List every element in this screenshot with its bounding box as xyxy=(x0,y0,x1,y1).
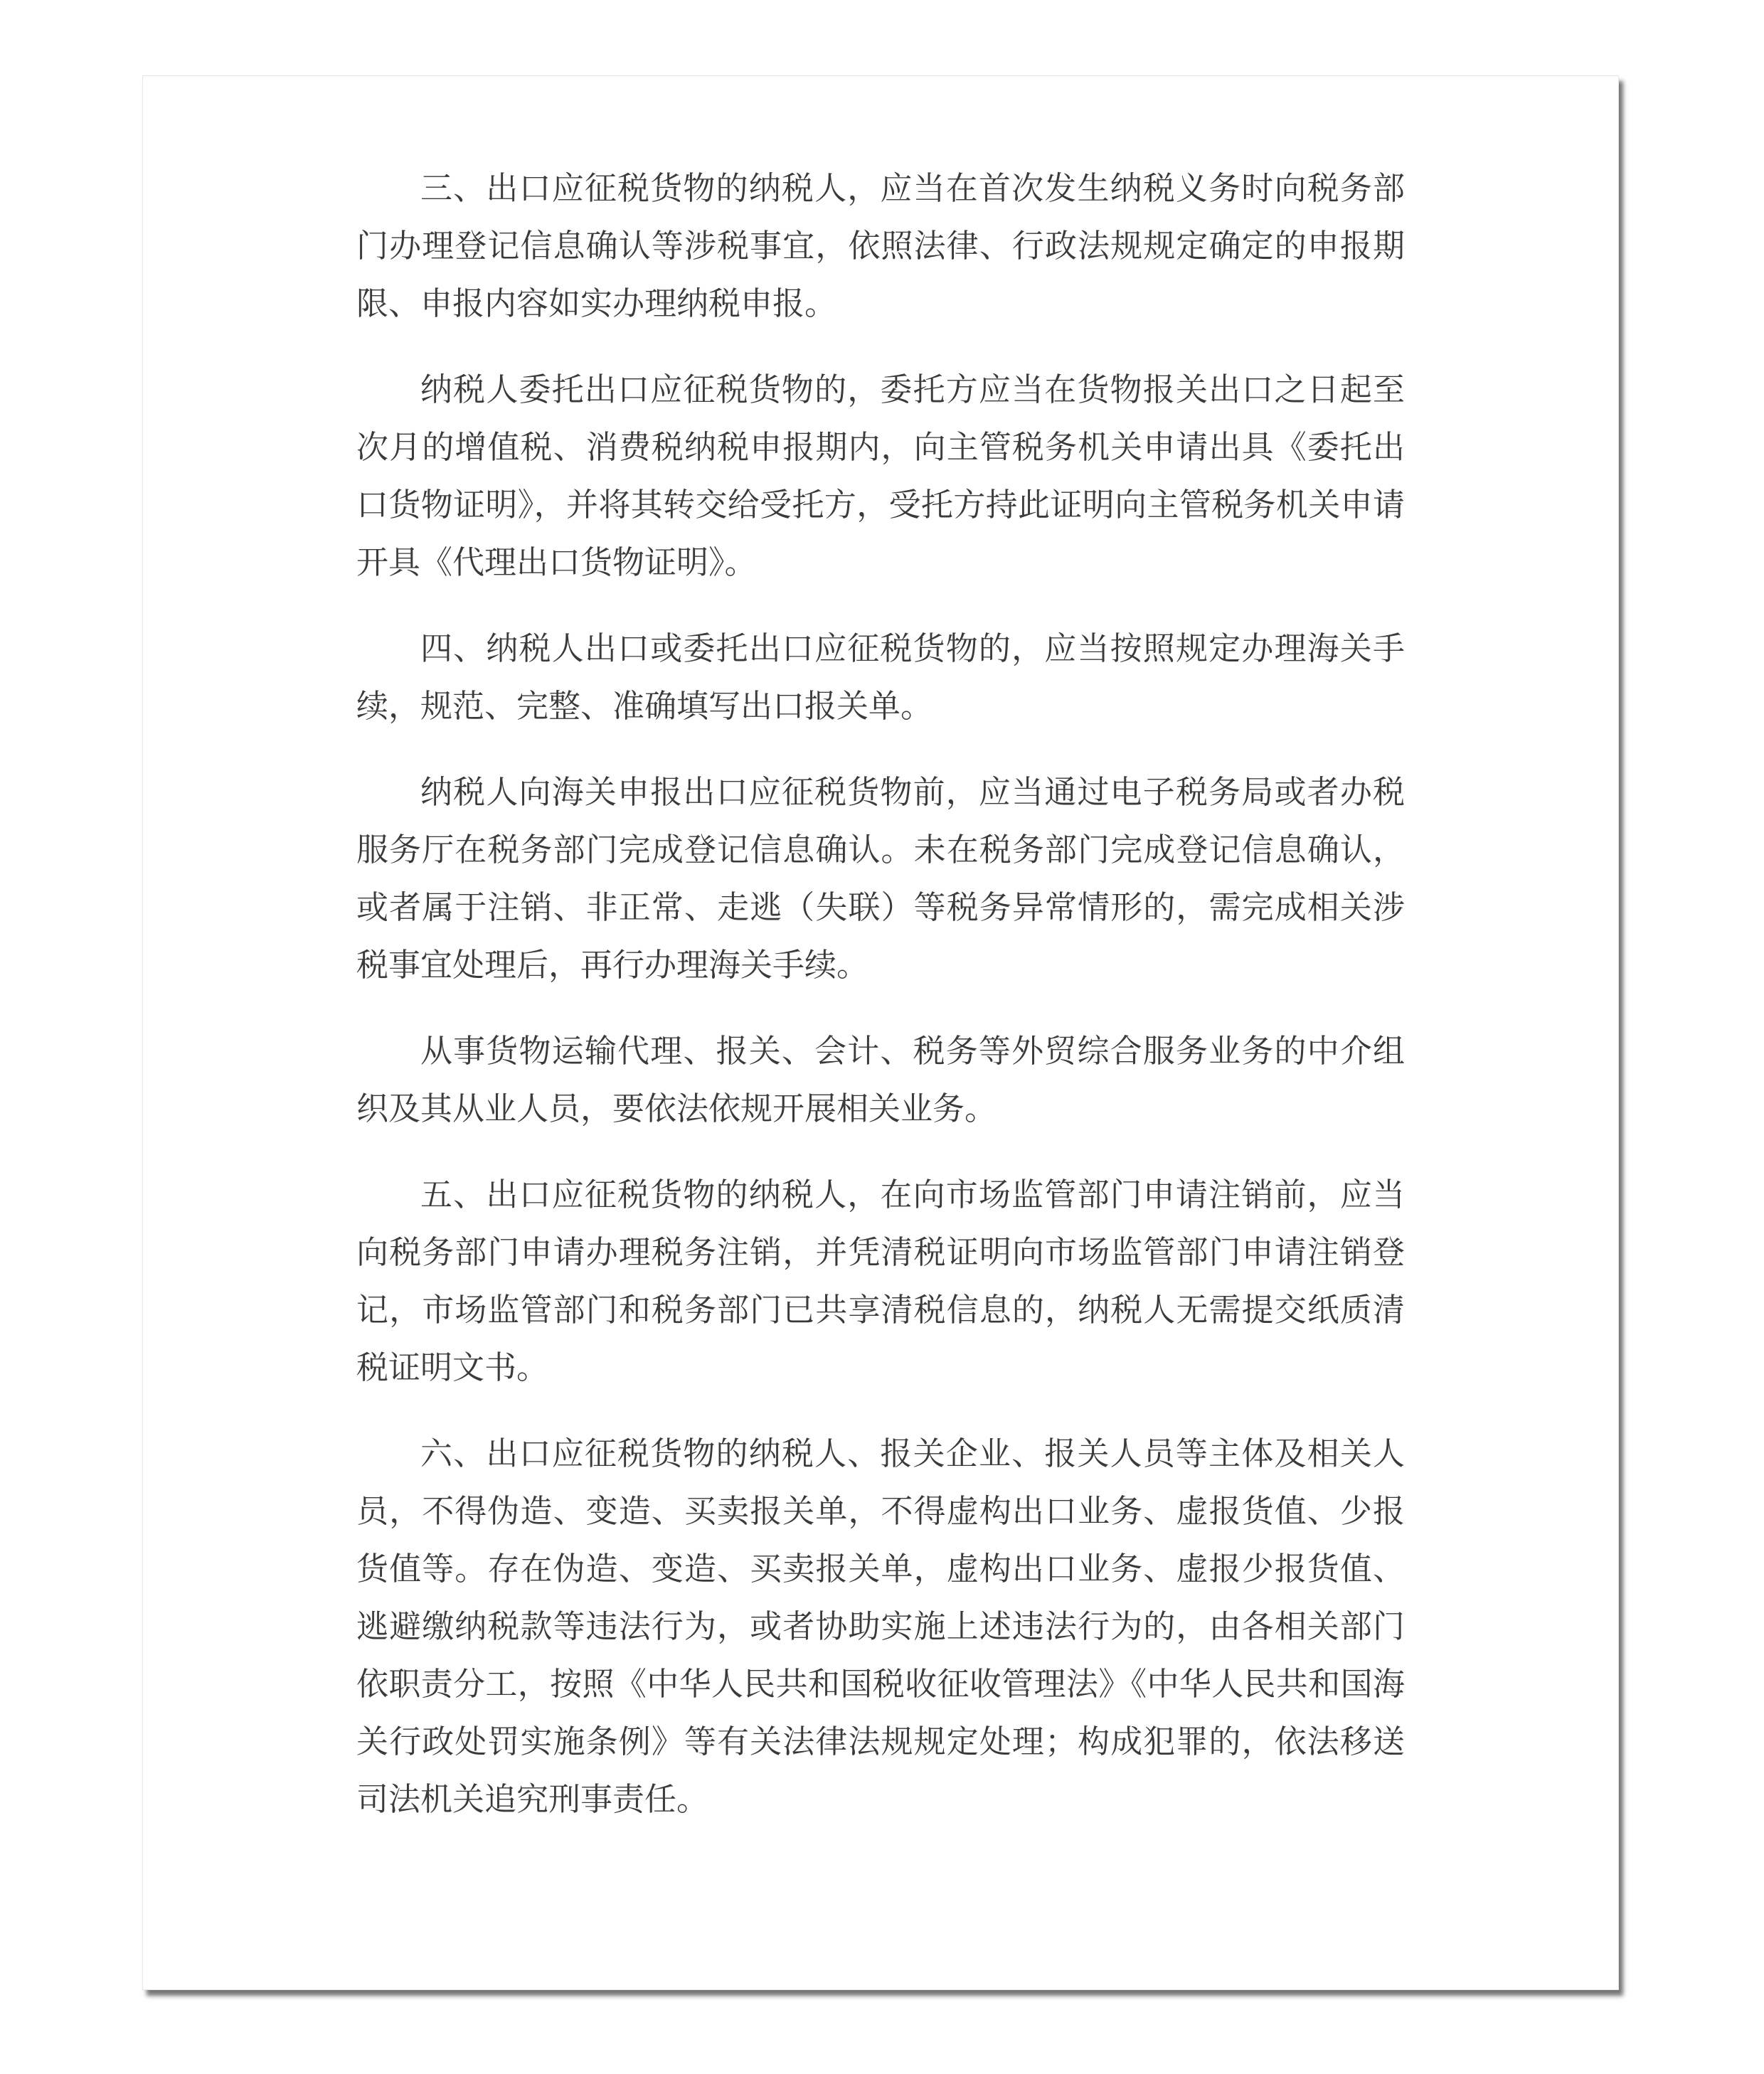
document-body xyxy=(356,159,1405,1856)
paragraph-5-deregistration: 五、出口应征税货物的纳税人，在向市场监管部门申请注销前，应当向税务部门申请办理税务注销，并凭清税证明向市场监管部门申请注销登记，市场监管部门和税务部门已共享清税信息的，纳税人无需提交纸质清税证明文书。 xyxy=(356,1176,1405,1386)
paragraph-intermediaries: 从事货物运输代理、报关、会计、税务等外贸综合服务业务的中介组织及其从业人员，要依法依规开展相关业务。 xyxy=(356,1032,1405,1127)
paragraph-entrusted-export: 纳税人委托出口应征税货物的，委托方应当在货物报关出口之日起至次月的增值税、消费税纳税申报期内，向主管税务机关申请出具《委托出口货物证明》，并将其转交给受托方，受托方持此证明向主管税务机关申请开具《代理出口货物证明》。 xyxy=(356,371,1405,581)
paragraph-4-customs: 四、纳税人出口或委托出口应征税货物的，应当按照规定办理海关手续，规范、完整、准确填写出口报关单。 xyxy=(356,629,1405,725)
paragraph-customs-declaration: 纳税人向海关申报出口应征税货物前，应当通过电子税务局或者办税服务厅在税务部门完成登记信息确认。未在税务部门完成登记信息确认，或者属于注销、非正常、走逃（失联）等税务异常情形的，需完成相关涉税事宜处理后，再行办理海关手续。 xyxy=(356,773,1405,984)
paragraph-6-violations: 六、出口应征税货物的纳税人、报关企业、报关人员等主体及相关人员，不得伪造、变造、买卖报关单，不得虚构出口业务、虚报货值、少报货值等。存在伪造、变造、买卖报关单，虚构出口业务、虚报少报货值、逃避缴纳税款等违法行为，或者协助实施上述违法行为的，由各相关部门依职责分工，按照《中华人民共和国税收征收管理法》《中华人民共和国海关行政处罚实施条例》等有关法律法规规定处理；构成犯罪的，依法移送司法机关追究刑事责任。 xyxy=(356,1435,1405,1818)
document-page xyxy=(142,75,1619,1990)
paragraph-3-registration: 三、出口应征税货物的纳税人，应当在首次发生纳税义务时向税务部门办理登记信息确认等涉税事宜，依照法律、行政法规规定确定的申报期限、申报内容如实办理纳税申报。 xyxy=(356,169,1405,322)
